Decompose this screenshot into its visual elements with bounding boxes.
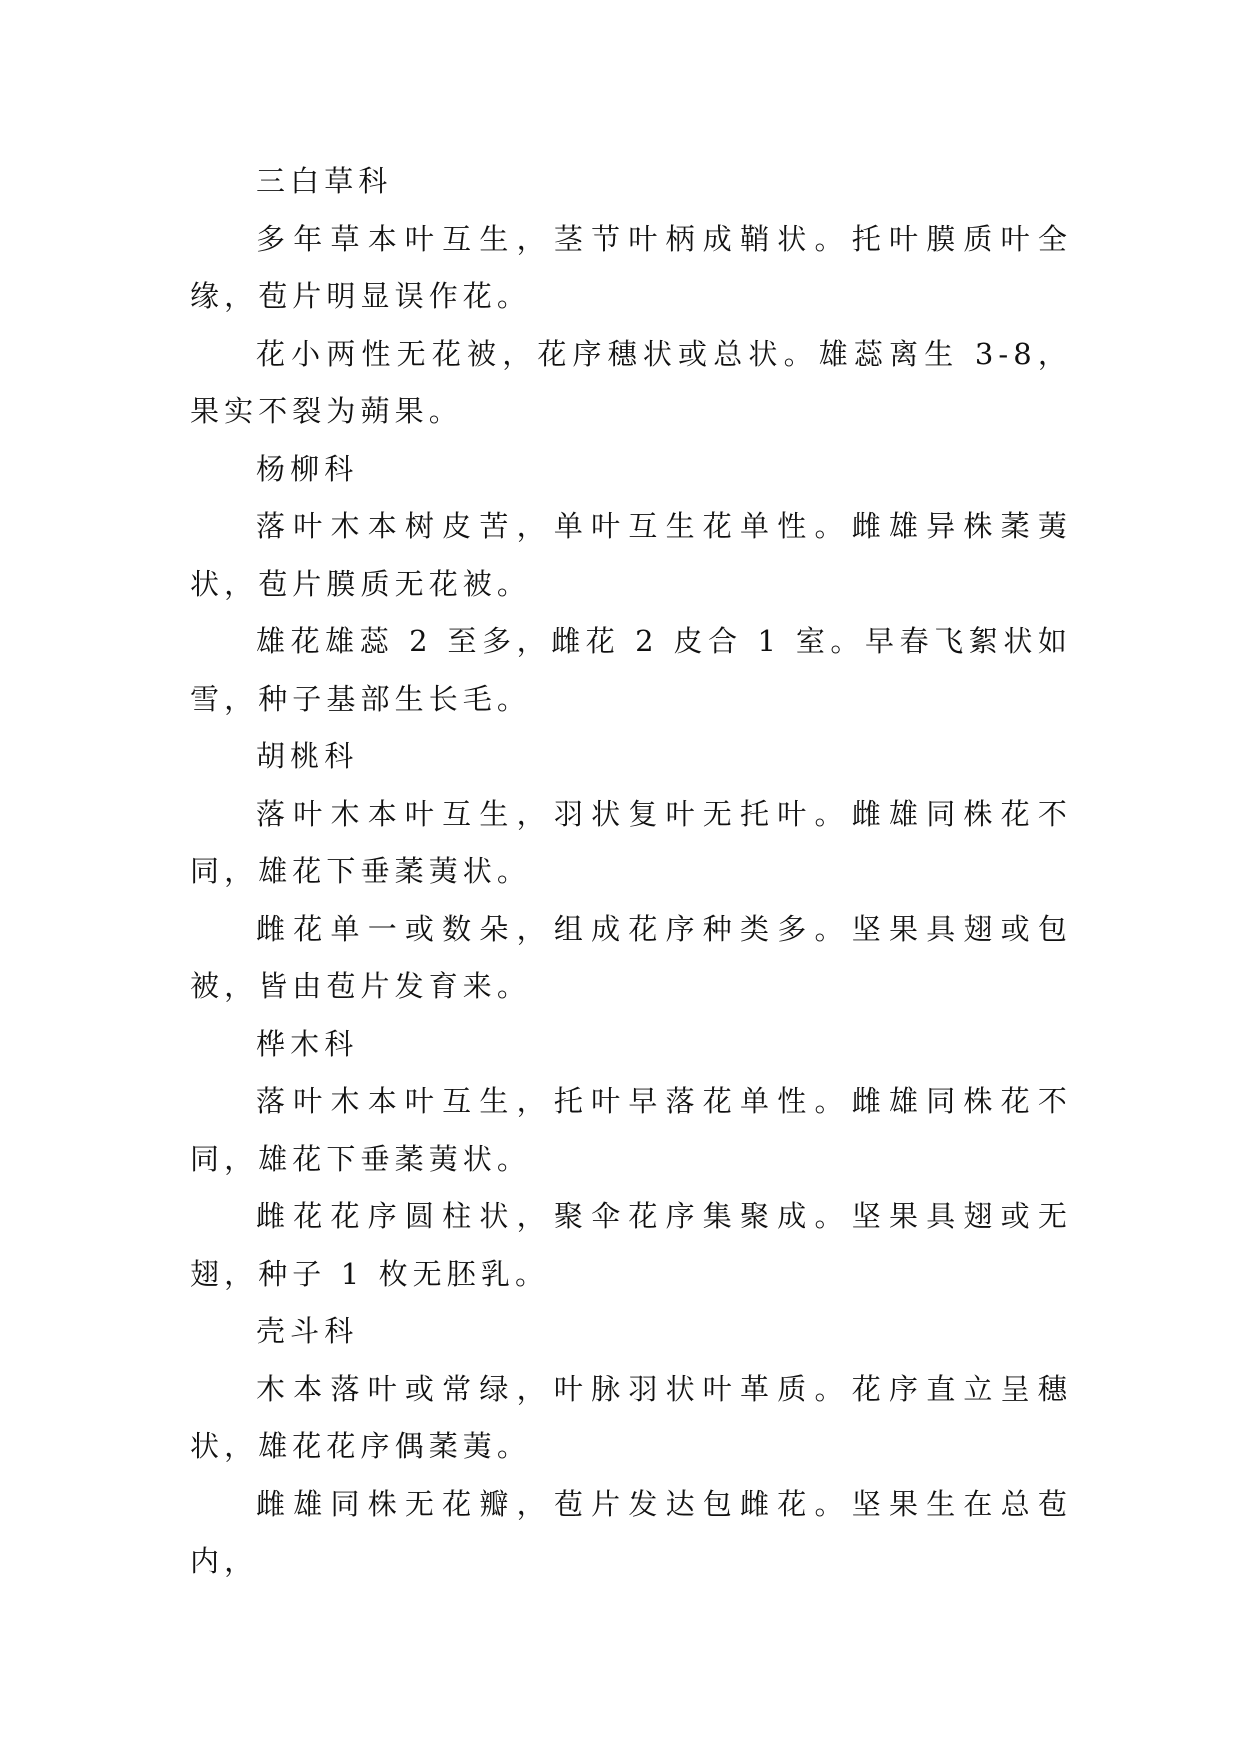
paragraph: 落叶木本叶互生，羽状复叶无托叶。雌雄同株花不同，雄花下垂葇荑状。 bbox=[190, 796, 1072, 888]
paragraph: 雌雄同株无花瓣，苞片发达包雌花。坚果生在总苞内， bbox=[190, 1486, 1072, 1578]
paragraph: 雄花雄蕊 2 至多，雌花 2 皮合 1 室。早春飞絮状如雪，种子基部生长毛。 bbox=[190, 624, 1072, 716]
paragraph: 落叶木本叶互生，托叶早落花单性。雌雄同株花不同，雄花下垂葇荑状。 bbox=[190, 1084, 1072, 1176]
section-title-fagaceae: 壳斗科 bbox=[256, 1314, 359, 1348]
paragraph: 雌花单一或数朵，组成花序种类多。坚果具翅或包被，皆由苞片发育来。 bbox=[190, 911, 1072, 1003]
document-body bbox=[190, 153, 1072, 1591]
section-title-salicaceae: 杨柳科 bbox=[256, 451, 359, 486]
paragraph: 木本落叶或常绿，叶脉羽状叶革质。花序直立呈穗状，雄花花序偶葇荑。 bbox=[190, 1371, 1072, 1463]
paragraph: 雌花花序圆柱状，聚伞花序集聚成。坚果具翅或无翅，种子 1 枚无胚乳。 bbox=[190, 1199, 1072, 1291]
paragraph: 落叶木本树皮苦，单叶互生花单性。雌雄异株葇荑状，苞片膜质无花被。 bbox=[190, 509, 1072, 601]
section-title-betulaceae: 桦木科 bbox=[256, 1026, 359, 1061]
paragraph: 花小两性无花被，花序穗状或总状。雄蕊离生 3-8，果实不裂为蒴果。 bbox=[190, 336, 1072, 428]
paragraph: 多年草本叶互生，茎节叶柄成鞘状。托叶膜质叶全缘，苞片明显误作花。 bbox=[190, 221, 1072, 313]
section-title-saururaceae: 三白草科 bbox=[256, 164, 393, 198]
section-title-juglandaceae: 胡桃科 bbox=[256, 739, 359, 773]
